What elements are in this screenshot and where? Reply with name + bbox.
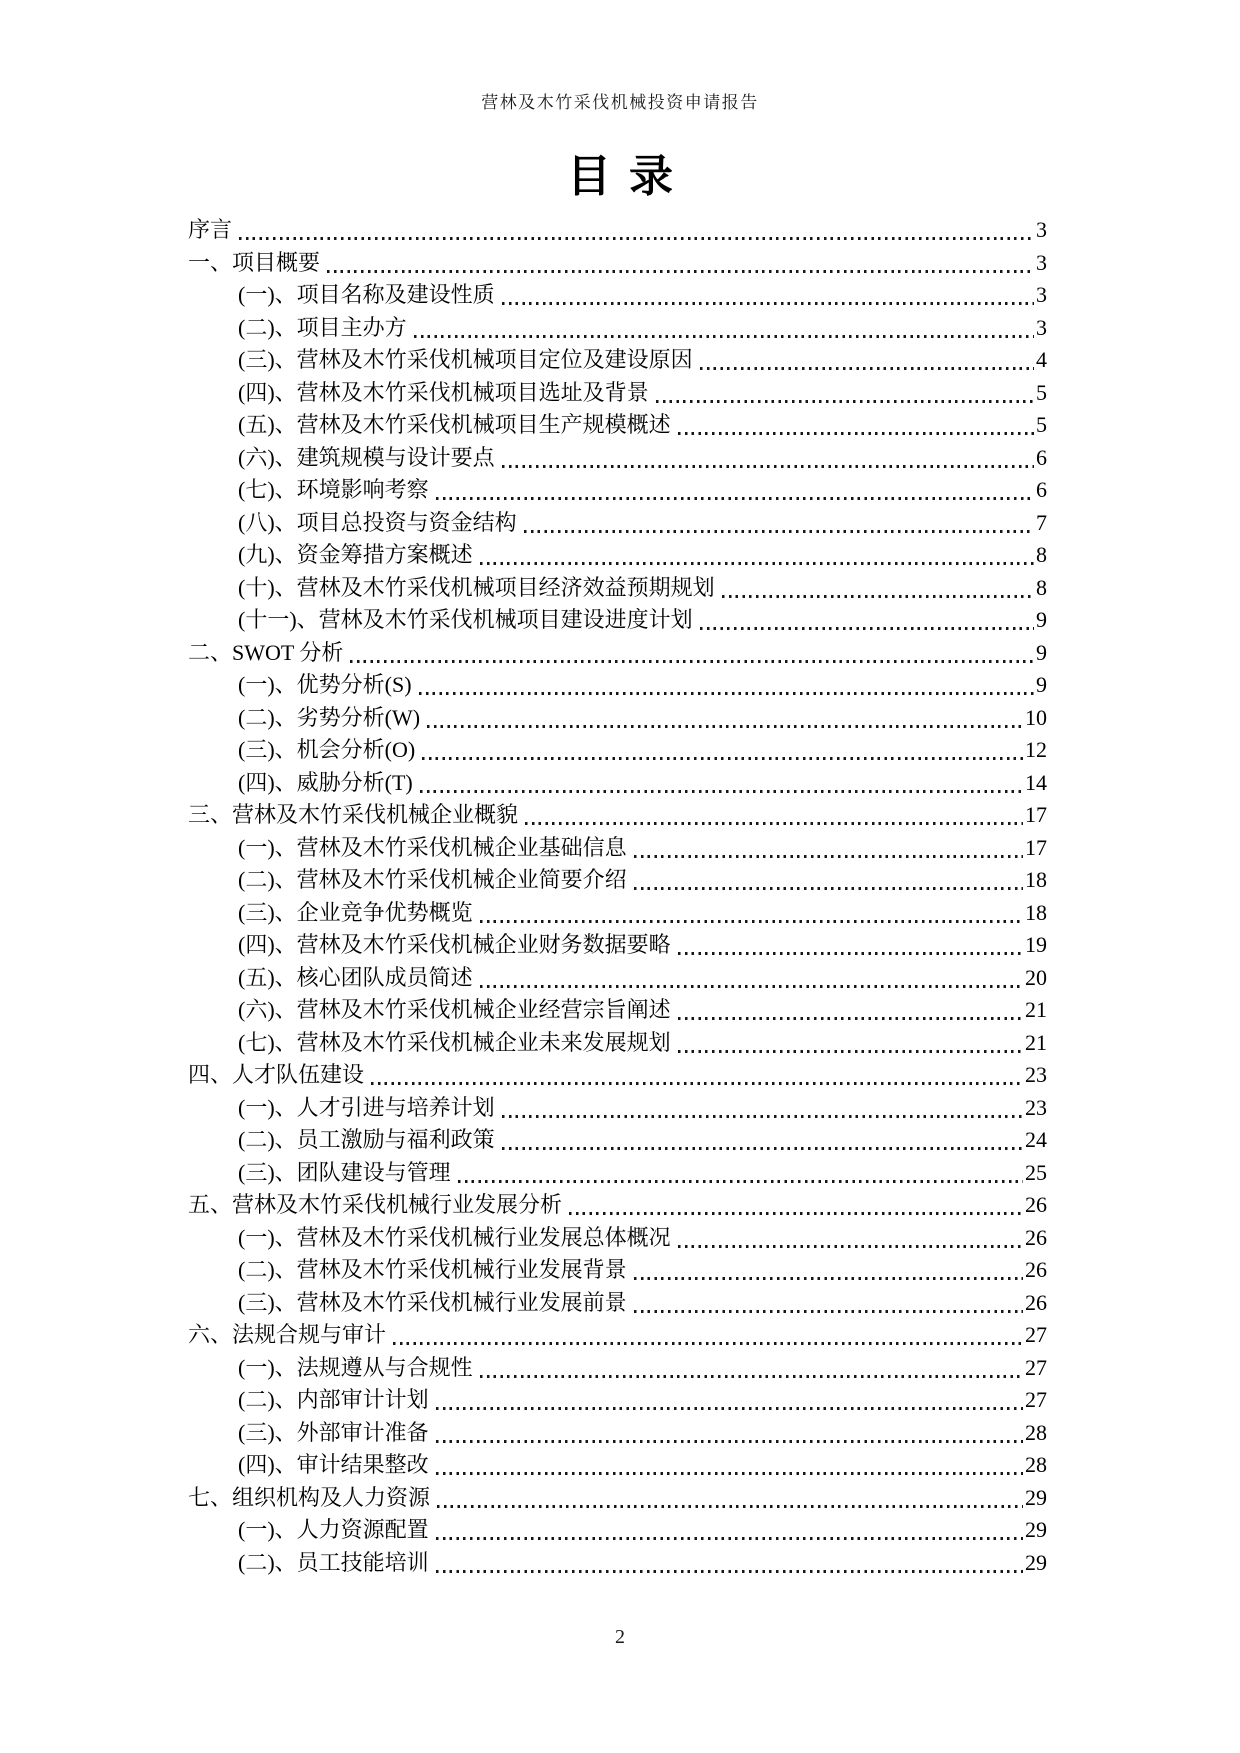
toc-entry[interactable] — [188, 832, 1047, 865]
toc-entry-page: 28 — [1025, 1419, 1047, 1445]
toc-entry-page: 3 — [1036, 217, 1047, 242]
toc-entry[interactable] — [188, 214, 1047, 247]
toc-entry[interactable] — [188, 1157, 1047, 1190]
toc-entry-label: (六)、建筑规模与设计要点 — [238, 444, 495, 470]
toc-entry-label: (五)、营林及木竹采伐机械项目生产规模概述 — [238, 412, 671, 437]
toc-entry-page: 17 — [1025, 802, 1047, 827]
toc-entry-page: 3 — [1036, 249, 1047, 275]
toc-entry-label: (二)、营林及木竹采伐机械行业发展背景 — [238, 1257, 627, 1282]
toc-leader-dots — [700, 627, 1034, 630]
toc-entry-page: 26 — [1025, 1224, 1047, 1250]
toc-entry[interactable] — [188, 1092, 1047, 1125]
toc-entry[interactable] — [188, 279, 1047, 312]
toc-entry-label: (八)、项目总投资与资金结构 — [238, 509, 517, 535]
toc-leader-dots — [678, 1050, 1023, 1053]
toc-entry-label: (一)、营林及木竹采伐机械企业基础信息 — [238, 834, 627, 860]
toc-entry-page: 18 — [1025, 899, 1047, 925]
toc-leader-dots — [436, 497, 1034, 500]
toc-leader-dots — [436, 1472, 1023, 1475]
toc-leader-dots — [634, 1277, 1023, 1280]
toc-leader-dots — [722, 595, 1034, 598]
toc-entry-page: 12 — [1025, 737, 1047, 762]
toc-leader-dots — [393, 1342, 1023, 1345]
toc-entry-label: (一)、人才引进与培养计划 — [238, 1094, 495, 1120]
toc-entry[interactable] — [188, 767, 1047, 800]
toc-entry-label: (六)、营林及木竹采伐机械企业经营宗旨阐述 — [238, 997, 671, 1022]
toc-entry[interactable] — [188, 1222, 1047, 1255]
toc-leader-dots — [422, 757, 1023, 760]
toc-leader-dots — [678, 1245, 1023, 1248]
toc-entry-label: (三)、营林及木竹采伐机械项目定位及建设原因 — [238, 347, 693, 372]
toc-entry-label: (九)、资金筹措方案概述 — [238, 542, 473, 567]
toc-entry-label: (二)、员工技能培训 — [238, 1549, 429, 1575]
toc-entry-page: 3 — [1036, 282, 1047, 307]
toc-entry[interactable] — [188, 1027, 1047, 1060]
toc-entry-page: 27 — [1025, 1387, 1047, 1412]
toc-leader-dots — [436, 1440, 1023, 1443]
toc-entry-page: 29 — [1025, 1549, 1047, 1575]
toc-entry[interactable] — [188, 702, 1047, 735]
toc-entry-label: (四)、审计结果整改 — [238, 1452, 429, 1477]
toc-entry[interactable] — [188, 1449, 1047, 1482]
toc-entry[interactable] — [188, 507, 1047, 540]
toc-entry[interactable] — [188, 799, 1047, 832]
toc-leader-dots — [480, 1375, 1023, 1378]
toc-entry-label: 七、组织机构及人力资源 — [188, 1484, 431, 1510]
toc-entry-page: 3 — [1036, 314, 1047, 340]
toc-entry-label: (十一)、营林及木竹采伐机械项目建设进度计划 — [238, 607, 693, 632]
toc-leader-dots — [700, 367, 1034, 370]
toc-entry-page: 6 — [1036, 477, 1047, 502]
toc-entry-label: 二、SWOT 分析 — [188, 639, 344, 665]
toc-entry-page: 6 — [1036, 444, 1047, 470]
toc-entry-label: (三)、企业竞争优势概览 — [238, 899, 473, 925]
toc-entry-page: 9 — [1036, 672, 1047, 697]
toc-entry-page: 25 — [1025, 1159, 1047, 1185]
toc-entry-page: 29 — [1025, 1517, 1047, 1542]
toc-entry-label: 六、法规合规与审计 — [188, 1322, 387, 1347]
toc-entry-page: 17 — [1025, 834, 1047, 860]
toc-entry[interactable] — [188, 669, 1047, 702]
toc-entry[interactable] — [188, 994, 1047, 1027]
toc-entry-page: 23 — [1025, 1062, 1047, 1087]
toc-entry-label: 五、营林及木竹采伐机械行业发展分析 — [188, 1192, 563, 1217]
toc-entry-page: 27 — [1025, 1322, 1047, 1347]
toc-entry[interactable] — [188, 1352, 1047, 1385]
toc-entry-page: 4 — [1036, 347, 1047, 372]
toc-entry-label: 序言 — [188, 217, 233, 242]
toc-entry-page: 18 — [1025, 867, 1047, 892]
toc-leader-dots — [480, 920, 1023, 923]
toc-entry-page: 26 — [1025, 1192, 1047, 1217]
toc-entry-label: (三)、外部审计准备 — [238, 1419, 429, 1445]
toc-entry[interactable] — [188, 1417, 1047, 1450]
toc-entry[interactable] — [188, 1384, 1047, 1417]
toc-leader-dots — [437, 1505, 1023, 1508]
toc-leader-dots — [350, 660, 1034, 663]
toc-entry-label: (二)、项目主办方 — [238, 314, 407, 340]
toc-entry-page: 23 — [1025, 1094, 1047, 1120]
toc-entry-label: (三)、团队建设与管理 — [238, 1159, 451, 1185]
toc-entry[interactable] — [188, 864, 1047, 897]
toc-leader-dots — [678, 432, 1034, 435]
toc-leader-dots — [480, 985, 1023, 988]
toc-leader-dots — [327, 270, 1034, 273]
toc-entry[interactable] — [188, 377, 1047, 410]
toc-leader-dots — [427, 725, 1023, 728]
toc-entry-page: 9 — [1036, 607, 1047, 632]
toc-entry[interactable] — [188, 1254, 1047, 1287]
toc-leader-dots — [569, 1212, 1023, 1215]
toc-entry-label: (一)、项目名称及建设性质 — [238, 282, 495, 307]
toc-entry[interactable] — [188, 1319, 1047, 1352]
toc-entry-page: 14 — [1025, 769, 1047, 795]
toc-entry-label: (四)、营林及木竹采伐机械项目选址及背景 — [238, 379, 649, 405]
toc-entry-page: 27 — [1025, 1354, 1047, 1380]
toc-leader-dots — [634, 855, 1023, 858]
toc-entry-label: (二)、内部审计计划 — [238, 1387, 429, 1412]
toc-entry[interactable] — [188, 929, 1047, 962]
toc-list — [188, 214, 1047, 1579]
toc-leader-dots — [525, 822, 1023, 825]
toc-leader-dots — [502, 302, 1034, 305]
toc-entry-page: 24 — [1025, 1127, 1047, 1152]
toc-entry-page: 21 — [1025, 1029, 1047, 1055]
toc-leader-dots — [634, 1310, 1023, 1313]
toc-entry[interactable] — [188, 1482, 1047, 1515]
toc-entry[interactable] — [188, 734, 1047, 767]
toc-entry-label: (一)、优势分析(S) — [238, 672, 412, 697]
toc-entry[interactable] — [188, 539, 1047, 572]
toc-entry[interactable] — [188, 474, 1047, 507]
toc-entry-label: (三)、营林及木竹采伐机械行业发展前景 — [238, 1289, 627, 1315]
toc-entry[interactable] — [188, 637, 1047, 670]
toc-leader-dots — [678, 952, 1023, 955]
toc-leader-dots — [502, 1147, 1023, 1150]
toc-entry-page: 20 — [1025, 964, 1047, 990]
toc-entry-label: (二)、员工激励与福利政策 — [238, 1127, 495, 1152]
toc-entry[interactable] — [188, 962, 1047, 995]
toc-entry-label: (四)、营林及木竹采伐机械企业财务数据要略 — [238, 932, 671, 957]
toc-leader-dots — [458, 1180, 1023, 1183]
toc-entry-label: (四)、威胁分析(T) — [238, 769, 413, 795]
toc-leader-dots — [239, 237, 1034, 240]
toc-entry-page: 9 — [1036, 639, 1047, 665]
toc-entry[interactable] — [188, 604, 1047, 637]
toc-leader-dots — [502, 1115, 1023, 1118]
toc-leader-dots — [419, 692, 1034, 695]
toc-entry[interactable] — [188, 1514, 1047, 1547]
toc-entry-label: (十)、营林及木竹采伐机械项目经济效益预期规划 — [238, 574, 715, 600]
toc-entry-label: (七)、环境影响考察 — [238, 477, 429, 502]
toc-leader-dots — [414, 335, 1034, 338]
toc-entry-label: (一)、法规遵从与合规性 — [238, 1354, 473, 1380]
toc-leader-dots — [420, 790, 1023, 793]
toc-leader-dots — [480, 562, 1034, 565]
toc-leader-dots — [634, 887, 1023, 890]
toc-entry[interactable] — [188, 572, 1047, 605]
toc-entry[interactable] — [188, 344, 1047, 377]
toc-leader-dots — [436, 1570, 1023, 1573]
toc-entry[interactable] — [188, 409, 1047, 442]
toc-entry-label: (五)、核心团队成员简述 — [238, 964, 473, 990]
toc-entry-label: 四、人才队伍建设 — [188, 1062, 365, 1087]
toc-leader-dots — [436, 1537, 1023, 1540]
toc-entry-page: 29 — [1025, 1484, 1047, 1510]
toc-leader-dots — [678, 1017, 1023, 1020]
toc-entry-page: 26 — [1025, 1257, 1047, 1282]
toc-title: 目录 — [567, 152, 691, 201]
toc-entry-page: 5 — [1036, 412, 1047, 437]
toc-entry[interactable] — [188, 247, 1047, 280]
toc-leader-dots — [371, 1082, 1023, 1085]
toc-entry-page: 8 — [1036, 542, 1047, 567]
toc-entry-page: 26 — [1025, 1289, 1047, 1315]
footer-page-number: 2 — [615, 1626, 625, 1648]
toc-entry[interactable] — [188, 1287, 1047, 1320]
toc-entry-page: 28 — [1025, 1452, 1047, 1477]
toc-entry[interactable] — [188, 1124, 1047, 1157]
toc-entry-label: (三)、机会分析(O) — [238, 737, 416, 762]
toc-entry-label: (一)、人力资源配置 — [238, 1517, 429, 1542]
toc-entry-label: 一、项目概要 — [188, 249, 321, 275]
toc-entry[interactable] — [188, 312, 1047, 345]
toc-entry-page: 10 — [1025, 704, 1047, 730]
toc-entry[interactable] — [188, 1189, 1047, 1222]
toc-entry[interactable] — [188, 442, 1047, 475]
toc-entry-page: 19 — [1025, 932, 1047, 957]
toc-entry-page: 8 — [1036, 574, 1047, 600]
toc-leader-dots — [656, 400, 1034, 403]
toc-entry[interactable] — [188, 1059, 1047, 1092]
document-header-title: 营林及木竹采伐机械投资申请报告 — [481, 93, 759, 112]
toc-entry-label: (二)、劣势分析(W) — [238, 704, 421, 730]
toc-entry-label: (一)、营林及木竹采伐机械行业发展总体概况 — [238, 1224, 671, 1250]
toc-entry-label: 三、营林及木竹采伐机械企业概貌 — [188, 802, 519, 827]
toc-entry-label: (二)、营林及木竹采伐机械企业简要介绍 — [238, 867, 627, 892]
toc-entry-label: (七)、营林及木竹采伐机械企业未来发展规划 — [238, 1029, 671, 1055]
toc-leader-dots — [502, 465, 1034, 468]
toc-entry-page: 5 — [1036, 379, 1047, 405]
toc-entry[interactable] — [188, 897, 1047, 930]
toc-entry-page: 21 — [1025, 997, 1047, 1022]
toc-leader-dots — [524, 530, 1034, 533]
toc-leader-dots — [436, 1407, 1023, 1410]
toc-entry[interactable] — [188, 1547, 1047, 1580]
toc-entry-page: 7 — [1036, 509, 1047, 535]
